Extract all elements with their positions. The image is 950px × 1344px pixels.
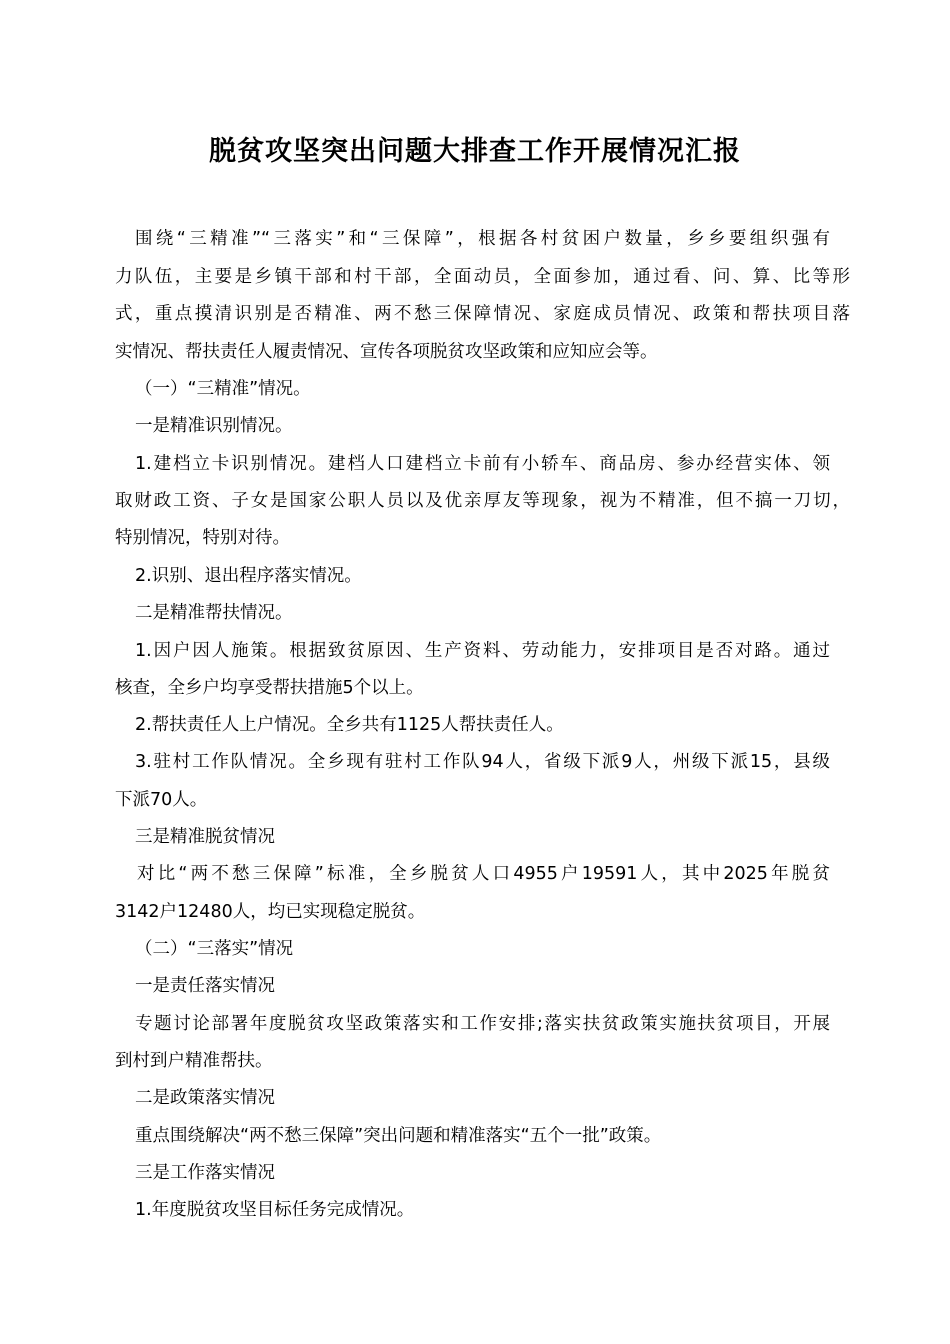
paragraph-line: 3.驻村工作队情况。全乡现有驻村工作队94人，省级下派9人，州级下派15，县级 xyxy=(135,752,830,772)
subsection-heading: 三是精准脱贫情况 xyxy=(135,827,275,847)
subsection-heading: 一是责任落实情况 xyxy=(135,976,275,996)
paragraph-line: 2.识别、退出程序落实情况。 xyxy=(135,566,362,586)
paragraph-line: 力队伍，主要是乡镇干部和村干部，全面动员，全面参加，通过看、问、算、比等形 xyxy=(115,267,850,287)
paragraph-line: 特别情况，特别对待。 xyxy=(115,528,290,548)
paragraph-line: 2.帮扶责任人上户情况。全乡共有1125人帮扶责任人。 xyxy=(135,715,564,735)
paragraph-line: 实情况、帮扶责任人履责情况、宣传各项脱贫攻坚政策和应知应会等。 xyxy=(115,342,658,362)
paragraph-line: 式，重点摸清识别是否精准、两不愁三保障情况、家庭成员情况、政策和帮扶项目落 xyxy=(115,304,850,324)
document-title: 脱贫攻坚突出问题大排查工作开展情况汇报 xyxy=(209,136,741,167)
section-heading: （一）“三精准”情况。 xyxy=(135,379,311,399)
paragraph-line: 3142户12480人，均已实现稳定脱贫。 xyxy=(115,902,426,922)
subsection-heading: 一是精准识别情况。 xyxy=(135,416,293,436)
paragraph-line: 专题讨论部署年度脱贫攻坚政策落实和工作安排;落实扶贫政策实施扶贫项目，开展 xyxy=(135,1014,830,1034)
subsection-heading: 二是政策落实情况 xyxy=(135,1088,275,1108)
paragraph-line: 对比“两不愁三保障”标准，全乡脱贫人口4955户19591人，其中2025年脱贫 xyxy=(137,864,830,884)
subsection-heading: 三是工作落实情况 xyxy=(135,1163,275,1183)
paragraph-line: 1.因户因人施策。根据致贫原因、生产资料、劳动能力，安排项目是否对路。通过 xyxy=(135,641,830,661)
paragraph-line: 下派70人。 xyxy=(115,790,208,810)
subsection-heading: 二是精准帮扶情况。 xyxy=(135,603,293,623)
paragraph-line: 1.建档立卡识别情况。建档人口建档立卡前有小轿车、商品房、参办经营实体、领 xyxy=(135,454,830,474)
paragraph-line: 1.年度脱贫攻坚目标任务完成情况。 xyxy=(135,1200,415,1220)
section-heading: （二）“三落实”情况 xyxy=(135,939,294,959)
paragraph-line: 取财政工资、子女是国家公职人员以及优亲厚友等现象，视为不精准，但不搞一刀切， xyxy=(115,491,850,511)
paragraph-line: 重点围绕解决“两不愁三保障”突出问题和精准落实“五个一批”政策。 xyxy=(135,1126,662,1146)
paragraph-line: 到村到户精准帮扶。 xyxy=(115,1051,273,1071)
paragraph-line: 核查，全乡户均享受帮扶措施5个以上。 xyxy=(115,678,424,698)
paragraph-line: 围绕“三精准”“三落实”和“三保障”，根据各村贫困户数量，乡乡要组织强有 xyxy=(135,229,830,249)
